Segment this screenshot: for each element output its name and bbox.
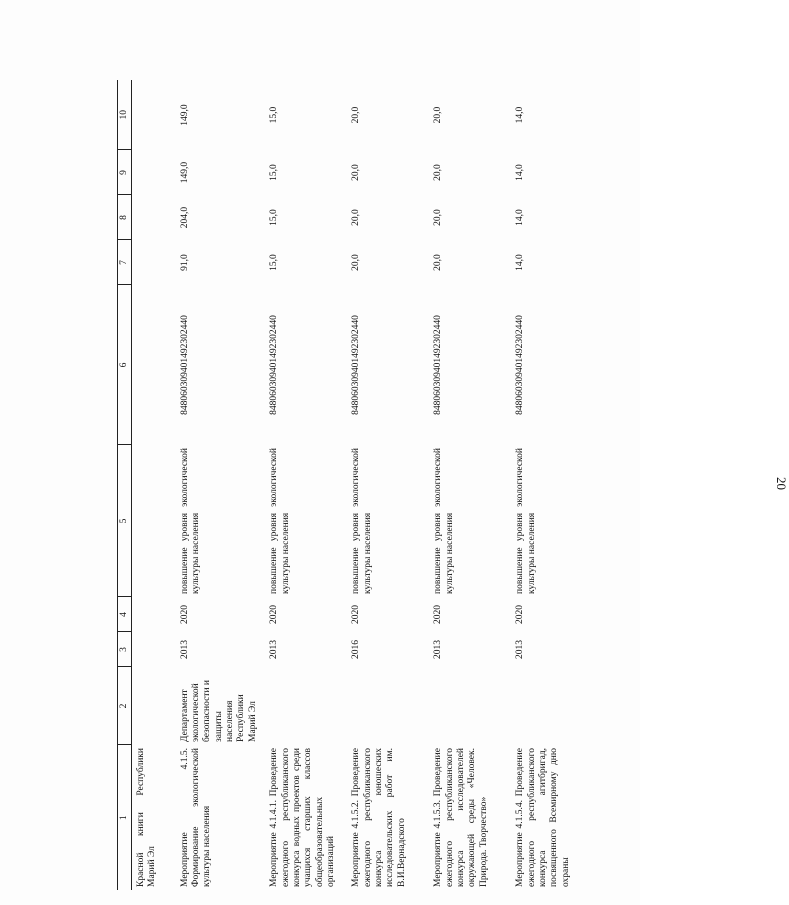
budget-code-cell <box>132 285 176 445</box>
column-header-6: 6 <box>118 285 132 445</box>
measure-name-cell: Мероприятие 4.1.5. Формирование экологической культуры населения <box>179 748 213 887</box>
value-col7-cell: 14,0 <box>515 254 526 271</box>
value-col8-cell: 20,0 <box>433 209 444 226</box>
value-col8-cell: 15,0 <box>269 209 280 226</box>
start-year-cell: 2013 <box>179 640 190 659</box>
result-cell: повышение уровня экологической культуры населения <box>433 448 455 594</box>
measure-name-cell: Мероприятие 4.1.4.1. Проведение ежегодного республиканского конкурса водных проектов среди учащихся старших классов общеобразовательных организаций <box>269 748 337 887</box>
budget-code-cell: 848060309401492302440 <box>515 315 526 415</box>
value-col10-cell: 20,0 <box>433 106 444 124</box>
budget-code-cell: 848060309401492302440 <box>179 315 190 415</box>
value-col8-cell <box>132 195 176 240</box>
program-measures-table <box>117 80 593 890</box>
executor-cell <box>265 667 347 745</box>
column-header-2: 2 <box>118 667 132 745</box>
end-year-cell <box>132 597 176 632</box>
value-col9-cell: 14,0 <box>515 164 526 181</box>
result-cell: повышение уровня экологической культуры населения <box>351 448 373 594</box>
value-col9-cell <box>132 150 176 195</box>
start-year-cell: 2013 <box>433 640 444 659</box>
executor-cell <box>511 667 593 745</box>
value-col9-cell: 15,0 <box>269 164 280 181</box>
measure-name-cell: Мероприятие 4.1.5.3. Проведение ежегодного республиканского конкурса исследователей окружающей среды «Человек. Природа. Творчество» <box>433 748 489 887</box>
executor-cell: Департамент экологической безопасности и защиты населения Республики Марий Эл <box>179 680 258 742</box>
value-col10-cell <box>132 80 176 150</box>
measure-name-cell: Мероприятие 4.1.5.2. Проведение ежегодного республиканского конкурса юношеских исследовательских работ им. В.И.Вернадского <box>351 748 407 887</box>
table-row <box>511 80 593 890</box>
table-row <box>429 80 511 890</box>
value-col10-cell: 15,0 <box>269 106 280 124</box>
column-header-4: 4 <box>118 597 132 632</box>
value-col7-cell <box>132 240 176 285</box>
end-year-cell: 2020 <box>269 605 280 624</box>
value-col7-cell: 20,0 <box>351 254 362 271</box>
value-col8-cell: 20,0 <box>351 209 362 226</box>
result-cell: повышение уровня экологической культуры населения <box>515 448 537 594</box>
result-cell <box>132 445 176 597</box>
value-col10-cell: 20,0 <box>351 106 362 124</box>
measure-name-cell: Красной книги Республики Марий Эл <box>136 748 158 887</box>
result-cell: повышение уровня экологической культуры населения <box>179 448 201 594</box>
value-col10-cell: 14,0 <box>515 106 526 124</box>
start-year-cell <box>132 632 176 667</box>
value-col9-cell: 20,0 <box>433 164 444 181</box>
value-col7-cell: 91,0 <box>179 254 190 271</box>
column-header-5: 5 <box>118 445 132 597</box>
measure-name-cell: Мероприятие 4.1.5.4. Проведение ежегодного республиканского конкурса агитбригад, посвященного Всемирному дню охраны <box>515 748 571 887</box>
column-header-3: 3 <box>118 632 132 667</box>
start-year-cell: 2016 <box>351 640 362 659</box>
budget-code-cell: 848060309401492302440 <box>269 315 280 415</box>
value-col7-cell: 20,0 <box>433 254 444 271</box>
value-col8-cell: 204,0 <box>179 206 190 229</box>
value-col7-cell: 15,0 <box>269 254 280 271</box>
start-year-cell: 2013 <box>515 640 526 659</box>
budget-code-cell: 848060309401492302440 <box>351 315 362 415</box>
table-row <box>265 80 347 890</box>
column-header-9: 9 <box>118 150 132 195</box>
column-number-row <box>118 80 132 890</box>
executor-cell <box>132 667 176 745</box>
table-row <box>132 80 176 890</box>
value-col9-cell: 20,0 <box>351 164 362 181</box>
page-number: 20 <box>774 477 789 490</box>
executor-cell <box>347 667 429 745</box>
table-row <box>176 80 266 890</box>
table-row <box>347 80 429 890</box>
rotated-table-sheet <box>117 80 622 890</box>
column-header-1: 1 <box>118 745 132 890</box>
executor-cell <box>429 667 511 745</box>
value-col8-cell: 14,0 <box>515 209 526 226</box>
value-col9-cell: 149,0 <box>179 161 190 184</box>
column-header-10: 10 <box>118 80 132 150</box>
end-year-cell: 2020 <box>433 605 444 624</box>
column-header-7: 7 <box>118 240 132 285</box>
end-year-cell: 2020 <box>515 605 526 624</box>
column-header-8: 8 <box>118 195 132 240</box>
budget-code-cell: 848060309401492302440 <box>433 315 444 415</box>
end-year-cell: 2020 <box>351 605 362 624</box>
start-year-cell: 2013 <box>269 640 280 659</box>
end-year-cell: 2020 <box>179 605 190 624</box>
value-col10-cell: 149,0 <box>179 104 190 126</box>
result-cell: повышение уровня экологической культуры населения <box>269 448 291 594</box>
